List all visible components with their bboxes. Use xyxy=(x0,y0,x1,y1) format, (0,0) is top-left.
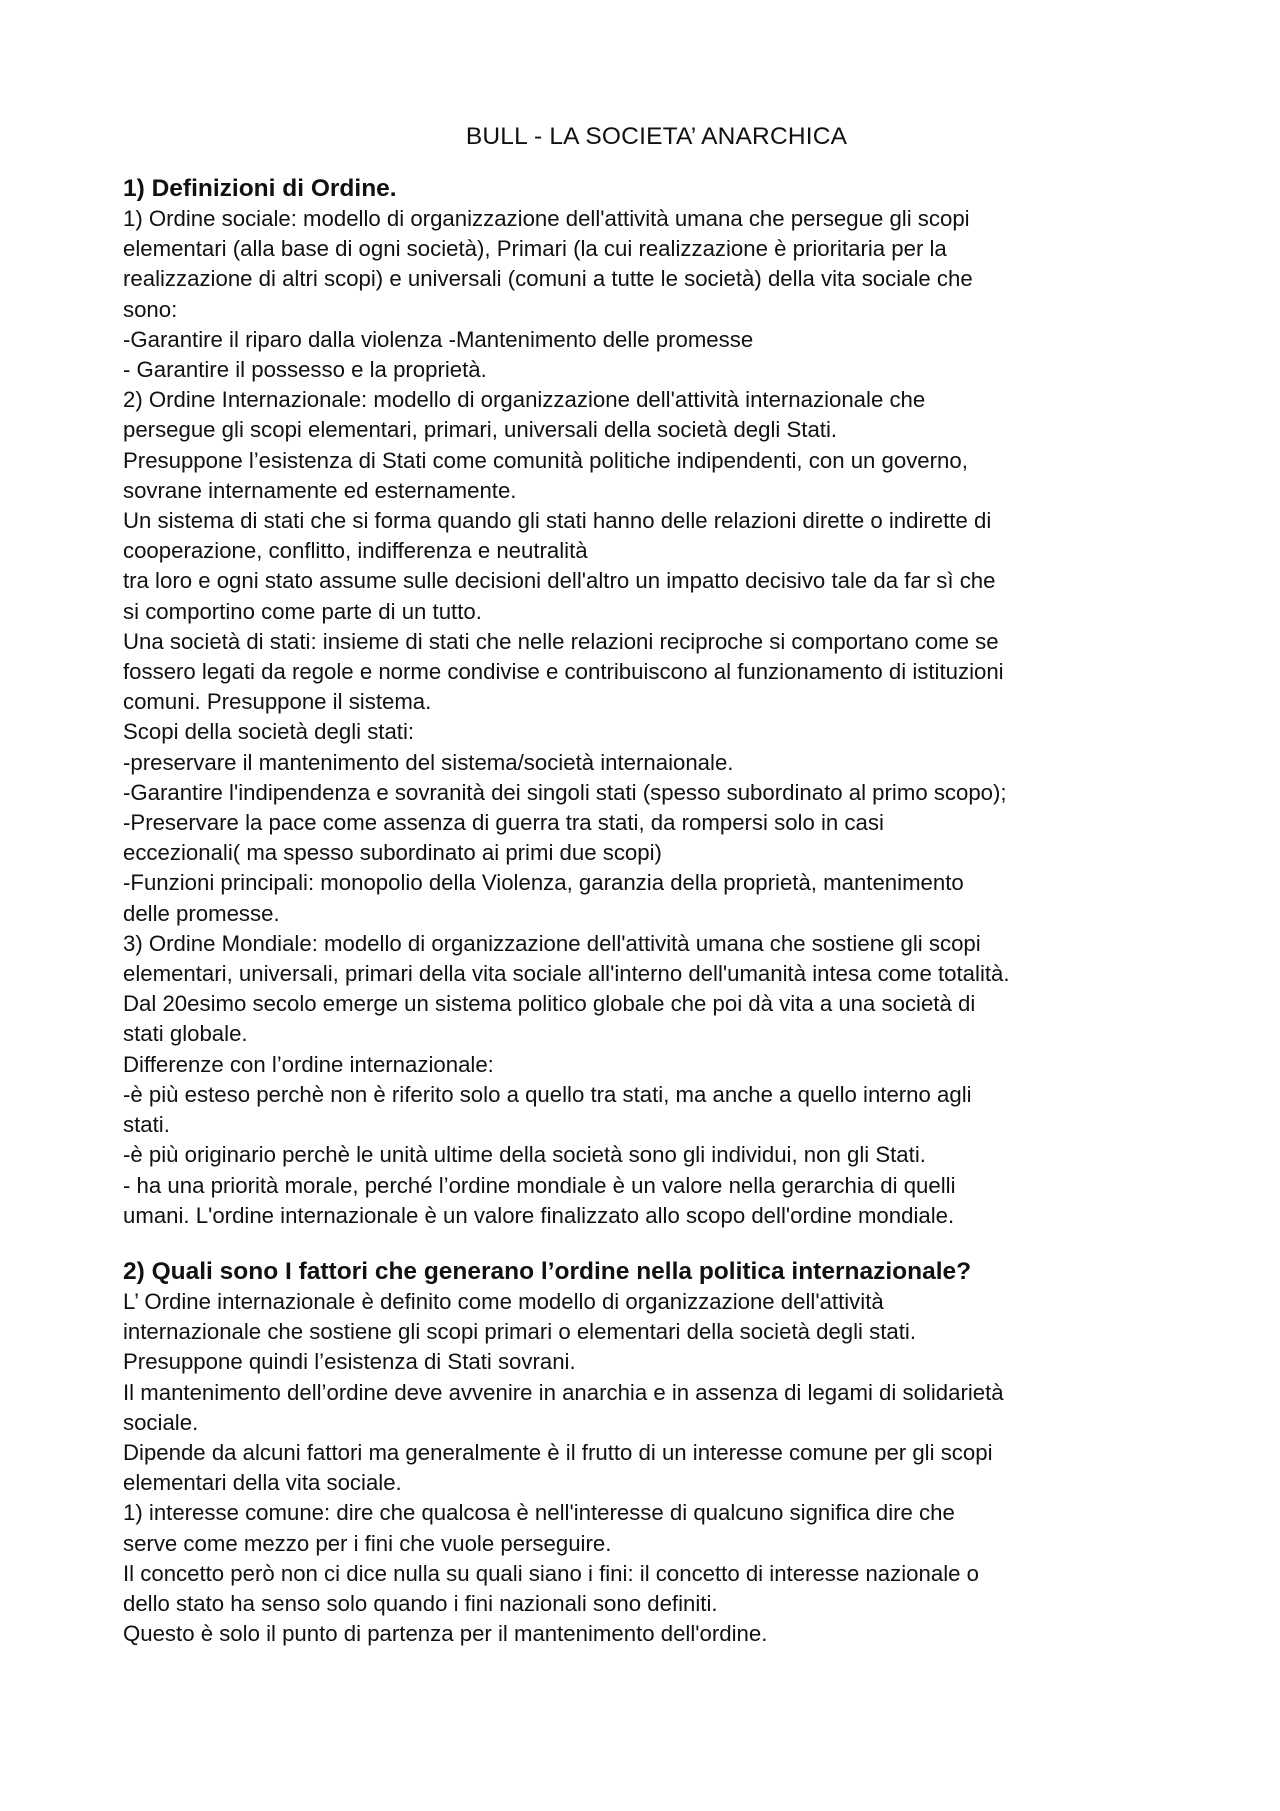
paragraph-line: 1) interesse comune: dire che qualcosa è nell'interesse di qualcuno significa dire che xyxy=(123,1500,955,1526)
paragraph-line: Una società di stati: insieme di stati che nelle relazioni reciproche si comportano come se xyxy=(123,628,999,654)
paragraph-line: elementari, universali, primari della vita sociale all'interno dell'umanità intesa come totalità. xyxy=(123,961,1010,987)
section-body-definizioni xyxy=(123,204,1170,1231)
paragraph-line: Dipende da alcuni fattori ma generalmente è il frutto di un interesse comune per gli scopi xyxy=(123,1439,993,1465)
paragraph-line: 3) Ordine Mondiale: modello di organizzazione dell'attività umana che sostiene gli scopi xyxy=(123,930,981,956)
paragraph-line: Questo è solo il punto di partenza per il mantenimento dell'ordine. xyxy=(123,1621,768,1647)
paragraph-line: internazionale che sostiene gli scopi primari o elementari della società degli stati. xyxy=(123,1319,917,1345)
paragraph-line: 1) Ordine sociale: modello di organizzazione dell'attività umana che persegue gli scopi xyxy=(123,206,970,231)
paragraph-line: -Funzioni principali: monopolio della Violenza, garanzia della proprietà, mantenimento xyxy=(123,870,964,896)
paragraph-line: -è più esteso perchè non è riferito solo a quello tra stati, ma anche a quello interno agli xyxy=(123,1081,972,1107)
paragraph-line: elementari (alla base di ogni società), Primari (la cui realizzazione è prioritaria per la xyxy=(123,236,947,262)
paragraph-line: sono: xyxy=(123,296,178,322)
section-heading-fattori-ordine: 2) Quali sono I fattori che generano l’ordine nella politica internazionale? xyxy=(123,1257,972,1285)
paragraph-line: Dal 20esimo secolo emerge un sistema politico globale che poi dà vita a una società di xyxy=(123,991,976,1017)
paragraph-line: Differenze con l’ordine internazionale: xyxy=(123,1051,494,1077)
paragraph-line: Presuppone l’esistenza di Stati come comunità politiche indipendenti, con un governo, xyxy=(123,447,968,473)
paragraph-line: Presuppone quindi l’esistenza di Stati sovrani. xyxy=(123,1349,576,1375)
paragraph-line: eccezionali( ma spesso subordinato ai primi due scopi) xyxy=(123,840,662,866)
paragraph-line: - Garantire il possesso e la proprietà. xyxy=(123,357,487,383)
document-title: BULL - LA SOCIETA’ ANARCHICA xyxy=(465,123,848,150)
paragraph-line: Un sistema di stati che si forma quando gli stati hanno delle relazioni dirette o indirette di xyxy=(123,508,992,534)
paragraph-line: L’ Ordine internazionale è definito come modello di organizzazione dell'attività xyxy=(123,1288,884,1314)
paragraph-line: tra loro e ogni stato assume sulle decisioni dell'altro un impatto decisivo tale da far sì che xyxy=(123,568,996,594)
paragraph-line: comuni. Presuppone il sistema. xyxy=(123,689,432,715)
paragraph-line: -Garantire l'indipendenza e sovranità dei singoli stati (spesso subordinato al primo scopo); xyxy=(123,779,1007,805)
paragraph-line: sociale. xyxy=(123,1409,199,1435)
paragraph-line: serve come mezzo per i fini che vuole perseguire. xyxy=(123,1530,612,1556)
paragraph-line: Scopi della società degli stati: xyxy=(123,719,415,745)
paragraph-line: si comportino come parte di un tutto. xyxy=(123,598,482,624)
paragraph-line: realizzazione di altri scopi) e universali (comuni a tutte le società) della vita sociale che xyxy=(123,266,973,292)
paragraph-line: umani. L'ordine internazionale è un valore finalizzato allo scopo dell'ordine mondiale. xyxy=(123,1202,955,1228)
paragraph-line: sovrane internamente ed esternamente. xyxy=(123,477,517,503)
paragraph-line: fossero legati da regole e norme condivise e contribuiscono al funzionamento di istituzioni xyxy=(123,659,1004,685)
paragraph-line: -preservare il mantenimento del sistema/società internaionale. xyxy=(123,749,734,775)
paragraph-line: Il mantenimento dell’ordine deve avvenire in anarchia e in assenza di legami di solidarietà xyxy=(123,1379,1004,1405)
paragraph-line: 2) Ordine Internazionale: modello di organizzazione dell'attività internazionale che xyxy=(123,387,926,413)
paragraph-line: stati. xyxy=(123,1112,170,1138)
paragraph-line: -Garantire il riparo dalla violenza -Mantenimento delle promesse xyxy=(123,326,754,352)
paragraph-line: - ha una priorità morale, perché l’ordine mondiale è un valore nella gerarchia di quelli xyxy=(123,1172,956,1198)
paragraph-line: persegue gli scopi elementari, primari, universali della società degli Stati. xyxy=(123,417,838,443)
section-body-fattori-ordine xyxy=(123,1287,1170,1649)
paragraph-line: delle promesse. xyxy=(123,900,280,926)
paragraph-line: -Preservare la pace come assenza di guerra tra stati, da rompersi solo in casi xyxy=(123,810,884,836)
paragraph-line: -è più originario perchè le unità ultime della società sono gli individui, non gli Stati. xyxy=(123,1142,926,1168)
paragraph-line: elementari della vita sociale. xyxy=(123,1470,402,1496)
paragraph-line: cooperazione, conflitto, indifferenza e neutralità xyxy=(123,538,588,564)
paragraph-line: Il concetto però non ci dice nulla su quali siano i fini: il concetto di interesse nazionale o xyxy=(123,1560,979,1586)
paragraph-line: stati globale. xyxy=(123,1021,248,1047)
section-heading-definizioni: 1) Definizioni di Ordine. xyxy=(123,175,397,202)
paragraph-line: dello stato ha senso solo quando i fini nazionali sono definiti. xyxy=(123,1590,718,1616)
